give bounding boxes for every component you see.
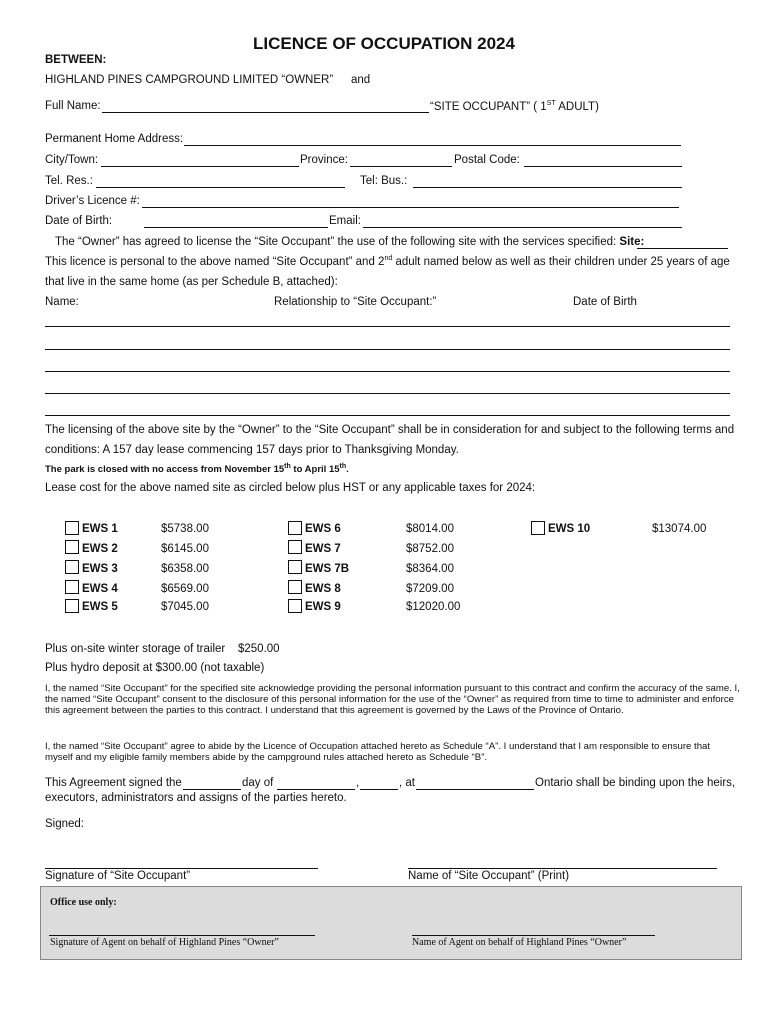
terms-line1: The licensing of the above site by the “Owner” to the “Site Occupant” shall be in consideration for and subject to the following terms and (45, 424, 735, 436)
email-field[interactable] (363, 214, 682, 228)
office-use-label: Office use only: (50, 897, 117, 908)
agent-name-line[interactable] (412, 935, 655, 936)
site-price: $13074.00 (652, 523, 707, 535)
site-label: EWS 3 (82, 563, 118, 575)
site-checkbox-ews-1[interactable] (65, 521, 79, 535)
date-of-birth-field[interactable] (144, 214, 328, 228)
park-closed-notice: The park is closed with no access from November 15th to April 15th. (45, 463, 349, 476)
agent-signature-line[interactable] (49, 935, 315, 936)
site-price: $7045.00 (161, 601, 209, 613)
member-dob-header: Date of Birth (573, 296, 637, 308)
postal-code-label: Postal Code: (454, 154, 520, 166)
member-row-line[interactable] (45, 393, 730, 394)
site-price: $8364.00 (406, 563, 454, 575)
lease-cost-line: Lease cost for the above named site as circled below plus HST or any applicable taxes for 2024: (45, 482, 536, 494)
site-occupant-name-line[interactable] (408, 868, 717, 869)
site-label: EWS 10 (548, 523, 591, 535)
site-price: $6358.00 (161, 563, 209, 575)
site-checkbox-ews-6[interactable] (288, 521, 302, 535)
site-checkbox-ews-8[interactable] (288, 580, 302, 594)
full-name-field[interactable] (102, 99, 429, 113)
site-label: EWS 7B (305, 563, 350, 575)
member-row-line[interactable] (45, 371, 730, 372)
office-use-box (40, 886, 742, 960)
site-sentence: The “Owner” has agreed to license the “Site Occupant” the use of the following site with the services specified: Site: (55, 236, 645, 248)
personal-licence-line1: This licence is personal to the above named “Site Occupant” and 2nd adult named below as well as their children under 25 years of age (45, 255, 730, 268)
hydro-deposit-line: Plus hydro deposit at $300.00 (not taxable) (45, 662, 265, 674)
city-label: City/Town: (45, 154, 99, 166)
site-occupant-signature-label: Signature of “Site Occupant” (45, 870, 191, 882)
site-occupant-first-adult-label: “SITE OCCUPANT” ( 1ST ADULT) (430, 100, 599, 113)
winter-storage-price: $250.00 (238, 643, 280, 655)
site-label: EWS 6 (305, 523, 341, 535)
agreement-at: , at (399, 777, 415, 789)
agreement-year-field[interactable] (360, 776, 398, 790)
member-row-line[interactable] (45, 349, 730, 350)
acknowledgement-paragraph-2: I, the named “Site Occupant” agree to abide by the Licence of Occupation attached hereto as Schedule “A”. I understand that I am responsible to ensure that myself and my eligible family members abide by the campground rules attached hereto as Schedule “B”. (45, 741, 711, 764)
agreement-day-field[interactable] (183, 776, 241, 790)
city-field[interactable] (101, 153, 299, 167)
drivers-licence-label: Driver’s Licence #: (45, 195, 140, 207)
site-price: $7209.00 (406, 583, 454, 595)
province-field[interactable] (350, 153, 452, 167)
and-label: and (351, 74, 371, 86)
site-price: $8752.00 (406, 543, 454, 555)
member-name-header: Name: (45, 296, 79, 308)
site-label: EWS 9 (305, 601, 341, 613)
site-price: $5738.00 (161, 523, 209, 535)
site-checkbox-ews-7[interactable] (288, 540, 302, 554)
province-label: Province: (300, 154, 348, 166)
site-label: EWS 8 (305, 583, 341, 595)
site-checkbox-ews-2[interactable] (65, 540, 79, 554)
site-label: EWS 2 (82, 543, 118, 555)
tel-bus-label: Tel: Bus.: (360, 175, 408, 187)
site-label: EWS 1 (82, 523, 118, 535)
site-checkbox-ews-7b[interactable] (288, 560, 302, 574)
agreement-line2: executors, administrators and assigns of the parties hereto. (45, 792, 347, 804)
site-checkbox-ews-4[interactable] (65, 580, 79, 594)
site-checkbox-ews-5[interactable] (65, 599, 79, 613)
tel-res-label: Tel. Res.: (45, 175, 93, 187)
acknowledgement-paragraph-1: I, the named “Site Occupant” for the specified site acknowledge providing the personal information pursuant to this contract and confirm the accuracy of the same. I, the named “Site Occupant” consent to the disclosure of this personal information for the use of the “Owner” as required from time to time to administer and enforce this agreement between the parties to this contract. I understand that this agreement is governed by the Laws of the Province of Ontario. (45, 683, 740, 717)
member-row-line[interactable] (45, 415, 730, 416)
agreement-comma: , (356, 777, 360, 789)
agent-signature-label: Signature of Agent on behalf of Highland Pines “Owner” (50, 937, 279, 948)
site-label: EWS 7 (305, 543, 341, 555)
agreement-month-field[interactable] (277, 776, 355, 790)
tel-bus-field[interactable] (413, 174, 682, 188)
home-address-label: Permanent Home Address: (45, 133, 184, 145)
owner-line: HIGHLAND PINES CAMPGROUND LIMITED “OWNER” (45, 74, 334, 86)
date-of-birth-label: Date of Birth: (45, 215, 113, 227)
site-occupant-signature-line[interactable] (45, 868, 318, 869)
member-relationship-header: Relationship to “Site Occupant:” (274, 296, 437, 308)
drivers-licence-field[interactable] (142, 194, 679, 208)
agreement-day-of: day of (242, 777, 274, 789)
between-label: BETWEEN: (45, 54, 107, 66)
site-price: $8014.00 (406, 523, 454, 535)
terms-line2: conditions: A 157 day lease commencing 157 days prior to Thanksgiving Monday. (45, 444, 459, 456)
agreement-place-field[interactable] (416, 776, 534, 790)
agreement-ontario: Ontario shall be binding upon the heirs, (535, 777, 736, 789)
agreement-signed-the: This Agreement signed the (45, 777, 182, 789)
site-price: $6145.00 (161, 543, 209, 555)
home-address-field[interactable] (184, 132, 681, 146)
site-checkbox-ews-9[interactable] (288, 599, 302, 613)
member-row-line[interactable] (45, 326, 730, 327)
signed-label: Signed: (45, 818, 85, 830)
site-label: EWS 5 (82, 601, 118, 613)
site-price: $6569.00 (161, 583, 209, 595)
site-field[interactable] (637, 235, 728, 249)
site-price: $12020.00 (406, 601, 461, 613)
site-occupant-name-label: Name of “Site Occupant” (Print) (408, 870, 570, 882)
email-label: Email: (329, 215, 361, 227)
winter-storage-line: Plus on-site winter storage of trailer (45, 643, 226, 655)
site-checkbox-ews-10[interactable] (531, 521, 545, 535)
full-name-label: Full Name: (45, 100, 101, 112)
personal-licence-line2: that live in the same home (as per Schedule B, attached): (45, 276, 338, 288)
document-title: LICENCE OF OCCUPATION 2024 (253, 34, 515, 53)
agent-name-label: Name of Agent on behalf of Highland Pines “Owner” (412, 937, 627, 948)
postal-code-field[interactable] (524, 153, 682, 167)
site-checkbox-ews-3[interactable] (65, 560, 79, 574)
tel-res-field[interactable] (96, 174, 345, 188)
site-label: EWS 4 (82, 583, 118, 595)
